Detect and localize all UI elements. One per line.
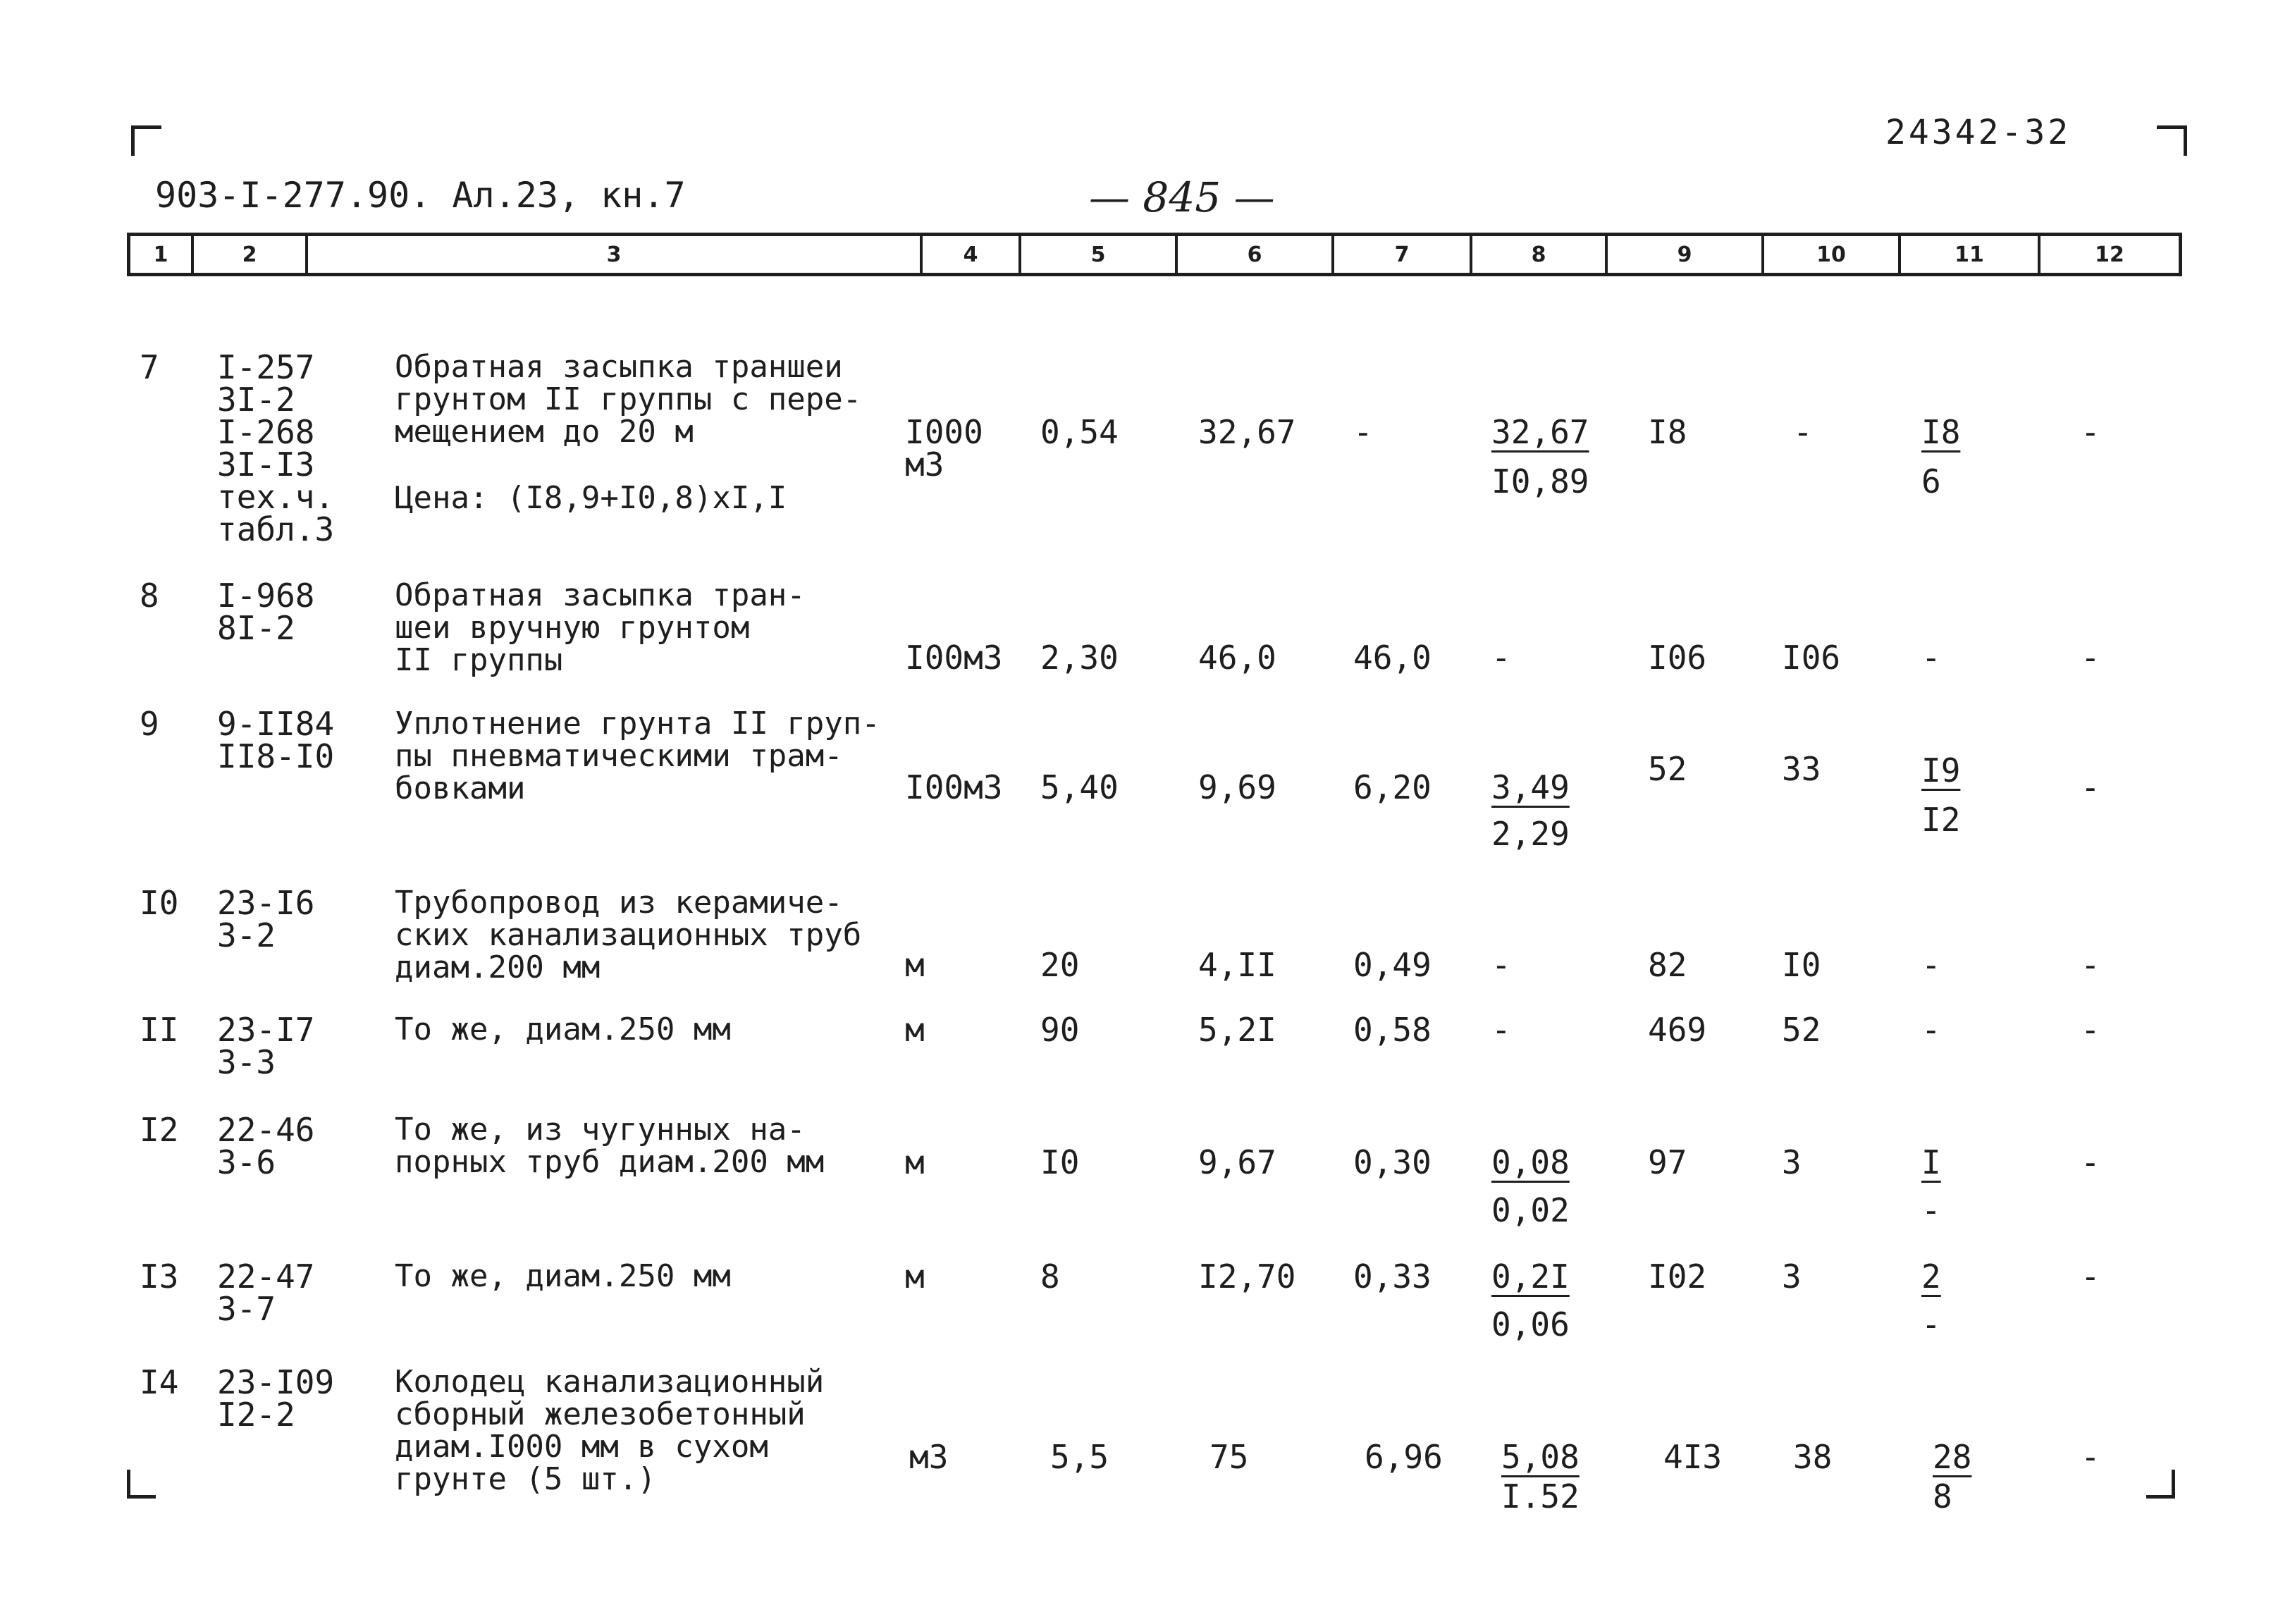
column-header: 2 (194, 236, 308, 273)
column-header: 11 (1901, 236, 2040, 273)
rate-code-line: 22-47 (217, 1257, 315, 1296)
wage-unit-cost: 0,30 (1353, 1143, 1432, 1181)
row-number: I0 (140, 884, 179, 922)
rate-code-line: 22-46 (217, 1111, 315, 1149)
rate-code-line: 3I-I3 (217, 445, 315, 484)
document-code: 903-I-277.90. Ал.23, кн.7 (155, 175, 686, 216)
column-header: 6 (1178, 236, 1334, 273)
machine-wage-total: 6 (1921, 462, 1941, 500)
column-header: 3 (308, 236, 923, 273)
rate-code-line: 9-II84 (217, 705, 335, 743)
total-unit-cost: 32,67 (1198, 413, 1296, 451)
machine-wage-total: - (1921, 1191, 1941, 1229)
wage-unit-cost: 0,33 (1353, 1257, 1432, 1296)
rate-code-line: 3-2 (217, 916, 276, 954)
wage-cost: - (1793, 413, 1813, 451)
work-description-line: бовками (395, 770, 526, 806)
machine-total: - (1921, 946, 1941, 984)
machine-total: - (1921, 1011, 1941, 1049)
rate-code-line: I2-2 (217, 1396, 295, 1434)
work-description-line: Обратная засыпка траншеи (395, 349, 843, 385)
column-header: 12 (2095, 242, 2124, 267)
work-description-line: диам.I000 мм в сухом (395, 1429, 768, 1465)
total-cost: I06 (1648, 639, 1707, 677)
col-12-value: - (2081, 1143, 2100, 1181)
total-cost: I8 (1648, 413, 1687, 451)
wage-unit-cost: 6,96 (1365, 1438, 1443, 1476)
quantity: 90 (1040, 1011, 1080, 1049)
work-description-line: Трубопровод из керамиче- (395, 885, 843, 921)
machine-total: 2 (1921, 1257, 1941, 1296)
total-cost: 82 (1648, 946, 1687, 984)
unit: I00м3 (905, 639, 1003, 677)
wage-cost: 3 (1782, 1143, 1802, 1181)
work-description-line: порных труб диам.200 мм (395, 1144, 825, 1180)
total-cost: I02 (1648, 1257, 1707, 1296)
wage-cost: 38 (1793, 1438, 1833, 1476)
wage-cost: 33 (1782, 750, 1821, 788)
row-number: I3 (140, 1257, 179, 1296)
quantity: I0 (1040, 1143, 1080, 1181)
quantity: 2,30 (1040, 639, 1119, 677)
col-12-value: - (2081, 1257, 2100, 1296)
work-description-line: То же, диам.250 мм (395, 1011, 731, 1047)
row-number: I4 (140, 1363, 179, 1401)
row-number: II (140, 1011, 179, 1049)
quantity: 20 (1040, 946, 1080, 984)
row-number: 7 (140, 348, 159, 386)
rate-code-line: 3-3 (217, 1043, 276, 1081)
total-unit-cost: 9,67 (1198, 1143, 1276, 1181)
rate-code-line: табл.3 (217, 510, 335, 548)
corner-mark-bottom-right (2146, 1470, 2175, 1499)
total-cost: 97 (1648, 1143, 1687, 1181)
col-12-value: - (2081, 946, 2100, 984)
machine-wage-total: I2 (1921, 801, 1961, 839)
total-unit-cost: 9,69 (1198, 768, 1276, 806)
machine-wage-cost: I.52 (1501, 1477, 1580, 1515)
col-12-value: - (2081, 413, 2100, 451)
wage-unit-cost: 0,58 (1353, 1011, 1432, 1049)
col-12-value: - (2081, 768, 2100, 806)
work-description-line: грунте (5 шт.) (395, 1461, 656, 1497)
corner-mark-top-left (131, 125, 161, 156)
work-description-line: пы пневматическими трам- (395, 738, 843, 774)
column-header-row (127, 233, 2182, 276)
rate-code-line: 3I-2 (217, 381, 295, 419)
total-unit-cost: 75 (1209, 1438, 1249, 1476)
machine-total: I9 (1921, 751, 1961, 789)
total-cost: 52 (1648, 750, 1687, 788)
total-unit-cost: 4,II (1198, 946, 1276, 984)
rate-code-line: I-268 (217, 413, 315, 451)
machine-total: I (1921, 1143, 1941, 1181)
wage-unit-cost: 6,20 (1353, 768, 1432, 806)
total-unit-cost: 46,0 (1198, 639, 1276, 677)
work-description-line: диам.200 мм (395, 949, 601, 985)
work-description-line: Обратная засыпка тран- (395, 577, 806, 613)
quantity: 0,54 (1040, 413, 1119, 451)
column-header: 7 (1334, 236, 1472, 273)
machine-wage-cost: 0,02 (1491, 1191, 1570, 1229)
column-header: 8 (1472, 236, 1608, 273)
quantity: 5,5 (1050, 1438, 1109, 1476)
work-description-line: То же, диам.250 мм (395, 1258, 731, 1294)
machine-cost: 3,49 (1491, 768, 1570, 806)
total-unit-cost: 5,2I (1198, 1011, 1276, 1049)
wage-unit-cost: 0,49 (1353, 946, 1432, 984)
rate-code-line: II8-I0 (217, 737, 335, 775)
machine-wage-total: 8 (1933, 1477, 1952, 1515)
machine-cost: 0,2I (1491, 1257, 1570, 1296)
machine-cost: 0,08 (1491, 1143, 1570, 1181)
corner-mark-top-right (2157, 125, 2187, 156)
machine-cost: - (1491, 946, 1511, 984)
row-number: 8 (140, 577, 159, 615)
work-description-line: шеи вручную грунтом (395, 610, 750, 646)
rate-code-line: I-257 (217, 348, 315, 386)
unit: м (905, 1143, 925, 1181)
work-description-line: Уплотнение грунта II груп- (395, 706, 880, 742)
machine-cost: 32,67 (1491, 413, 1589, 451)
col-12-value: - (2081, 1438, 2100, 1476)
work-description-line: Колодец канализационный (395, 1364, 825, 1400)
column-header: 4 (923, 236, 1021, 273)
work-description-line: грунтом II группы с пере- (395, 381, 862, 417)
machine-total: 28 (1933, 1438, 1972, 1476)
unit: м3 (909, 1438, 949, 1476)
column-header: 9 (1608, 236, 1764, 273)
machine-wage-total: - (1921, 1305, 1941, 1343)
rate-code-line: 8I-2 (217, 609, 295, 647)
col-12-value: - (2081, 639, 2100, 677)
wage-cost: I0 (1782, 946, 1821, 984)
total-unit-cost: I2,70 (1198, 1257, 1296, 1296)
rate-code-line: тех.ч. (217, 478, 335, 516)
column-header: 10 (1764, 236, 1901, 273)
corner-mark-bottom-left (127, 1470, 156, 1499)
unit: I00м3 (905, 768, 1003, 806)
wage-cost: 3 (1782, 1257, 1802, 1296)
rate-code-line: 3-6 (217, 1143, 276, 1181)
rate-code-line: I-968 (217, 577, 315, 615)
work-description-line: мещением до 20 м (395, 414, 694, 450)
rate-code-line: 23-I6 (217, 884, 315, 922)
machine-total: - (1921, 639, 1941, 677)
rate-code-line: 3-7 (217, 1290, 276, 1328)
work-description-line: II группы (395, 642, 563, 678)
machine-wage-cost: I0,89 (1491, 462, 1589, 500)
unit: I000 м3 (905, 413, 983, 484)
col-12-value: - (2081, 1011, 2100, 1049)
machine-wage-cost: 0,06 (1491, 1305, 1570, 1343)
wage-cost: 52 (1782, 1011, 1821, 1049)
archive-number: 24342-32 (1885, 113, 2072, 152)
price-formula: Цена: (I8,9+I0,8)xI,I (395, 480, 787, 516)
column-header: 5 (1021, 236, 1178, 273)
quantity: 8 (1040, 1257, 1060, 1296)
machine-cost: - (1491, 1011, 1511, 1049)
unit: м (905, 946, 925, 984)
row-number: I2 (140, 1111, 179, 1149)
page-number: — 845 — (1089, 173, 1275, 221)
row-number: 9 (140, 705, 159, 743)
unit: м (905, 1257, 925, 1296)
wage-unit-cost: - (1353, 413, 1373, 451)
total-cost: 469 (1648, 1011, 1707, 1049)
work-description-line: сборный железобетонный (395, 1396, 806, 1432)
wage-unit-cost: 46,0 (1353, 639, 1432, 677)
rate-code-line: 23-I7 (217, 1011, 315, 1049)
work-description-line: ских канализационных труб (395, 917, 862, 953)
wage-cost: I06 (1782, 639, 1841, 677)
total-cost: 4I3 (1663, 1438, 1723, 1476)
quantity: 5,40 (1040, 768, 1119, 806)
machine-cost: 5,08 (1501, 1438, 1580, 1476)
work-description-line: То же, из чугунных на- (395, 1112, 806, 1148)
machine-wage-cost: 2,29 (1491, 815, 1570, 853)
machine-total: I8 (1921, 413, 1961, 451)
rate-code-line: 23-I09 (217, 1363, 335, 1401)
unit: м (905, 1011, 925, 1049)
column-header: 1 (130, 236, 194, 273)
machine-cost: - (1491, 639, 1511, 677)
